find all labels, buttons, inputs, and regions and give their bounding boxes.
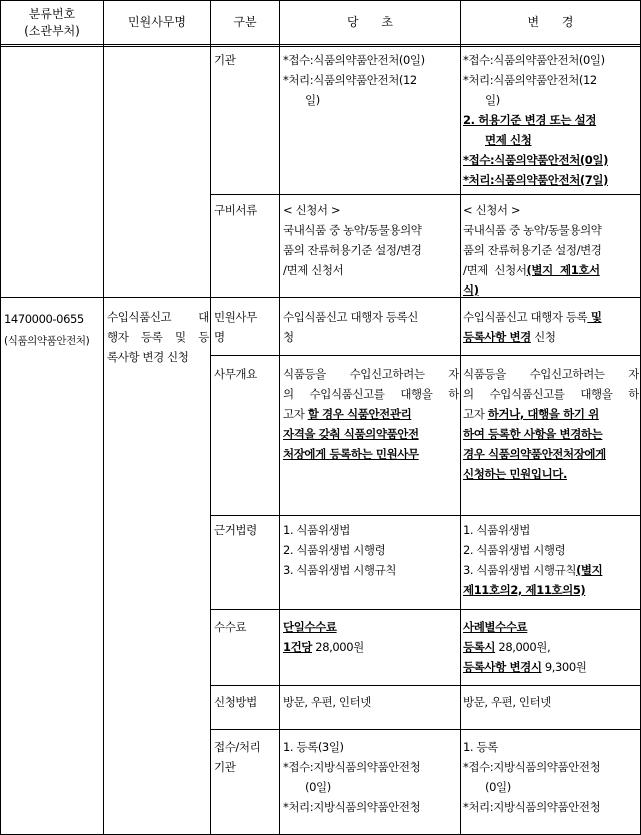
row-label-agency: 기관 [214, 53, 236, 67]
header-category: 구분 [233, 15, 257, 29]
row-label-documents: 구비서류 [214, 203, 257, 217]
method-after: 방문, 우편, 인터넷 [463, 695, 551, 709]
documents-after: < 신청서 > 국내식품 중 농약/동물용의약 품의 잔류허용기준 설정/변경 /면제 신청서(별지 제1호서 식) [463, 203, 602, 297]
col-divider [103, 0, 104, 835]
service-name-after: 수입식품신고 대행자 등록 및 등록사항 변경 신청 [463, 310, 602, 344]
row-label-method: 신청방법 [214, 695, 257, 709]
processing-before: 1. 등록(3일) *접수:지방식품의약품안전청 (0일) *처리:지방식품의약품안전청 [283, 740, 421, 814]
row-divider [210, 685, 641, 686]
row-label-fee: 수수료 [214, 620, 247, 634]
header-after: 변 경 [527, 15, 574, 29]
service-name-before: 수입식품신고 대행자 등록신 청 [283, 310, 419, 344]
service-code: 1470000-0655 [4, 312, 84, 326]
col-divider [460, 0, 461, 835]
fee-after: 사례별수수료 등록시 28,000원, 등록사항 변경시 9,300원 [463, 620, 587, 674]
header-divider-double [0, 46, 641, 47]
service-name-cell: 수입식품신고 대 행자 등록 및 등 록사항 변경 신청 [107, 310, 209, 364]
row-divider [210, 729, 641, 730]
agency-before: *접수:식품의약품안전처(0일) *처리:식품의약품안전처(12 일) [283, 53, 425, 107]
agency-after: *접수:식품의약품안전처(0일) *처리:식품의약품안전처(12 일) 2. 허용기준 변경 또는 설정 면제 신청 *접수:식품의약품안전처(0일) *처리:식품의약품안전처(7일) [463, 53, 608, 187]
header-service-name: 민원사무명 [128, 15, 186, 29]
header-divider [0, 44, 641, 45]
row-label-legal-basis: 근거법령 [214, 523, 257, 537]
summary-after: 식품등을 수입신고하려는 자 의 수입식품신고를 대행을 하 고자 하거나, 대행을 하기 위 하여 등록한 사항을 변경하는 경우 식품의약품안전처장에게 신청하는 민원입니다. [463, 367, 639, 481]
service-code-cell [4, 309, 102, 351]
row-divider [210, 515, 641, 516]
col-divider [210, 0, 211, 835]
header-before: 당 초 [346, 15, 394, 29]
row-divider [210, 609, 641, 610]
col-divider [279, 0, 280, 835]
legal-before: 1. 식품위생법 2. 식품위생법 시행령 3. 식품위생법 시행규칙 [283, 523, 397, 577]
documents-before: < 신청서 > 국내식품 중 농약/동물용의약 품의 잔류허용기준 설정/변경 /면제 신청서 [283, 203, 422, 277]
row-label-service-name: 민원사무 명 [214, 310, 257, 344]
row-label-summary: 사무개요 [214, 367, 257, 381]
summary-before: 식품등을 수입신고하려는 자 의 수입식품신고를 대행을 하 고자 할 경우 식품안전관리 자격을 갖춰 식품의약품안전 처장에게 등록하는 민원사무 [283, 367, 459, 461]
fee-before: 단일수수료 1건당 28,000원 [283, 620, 364, 654]
method-before: 방문, 우편, 인터넷 [283, 695, 371, 709]
processing-after: 1. 등록 *접수:지방식품의약품안전청 (0일) *처리:지방식품의약품안전청 [463, 740, 601, 814]
row-label-processing-agency: 접수/처리 기관 [214, 740, 261, 774]
table-border-left [0, 0, 1, 835]
row-divider [210, 194, 641, 195]
legal-after: 1. 식품위생법 2. 식품위생법 시행령 3. 식품위생법 시행규칙(별지 제11호의2, 제11호의5) [463, 523, 603, 597]
header-classification: 분류번호 (소관부처) [24, 6, 80, 38]
row-divider [210, 355, 641, 356]
ministry-name: (식품의약품안전처) [4, 335, 90, 347]
